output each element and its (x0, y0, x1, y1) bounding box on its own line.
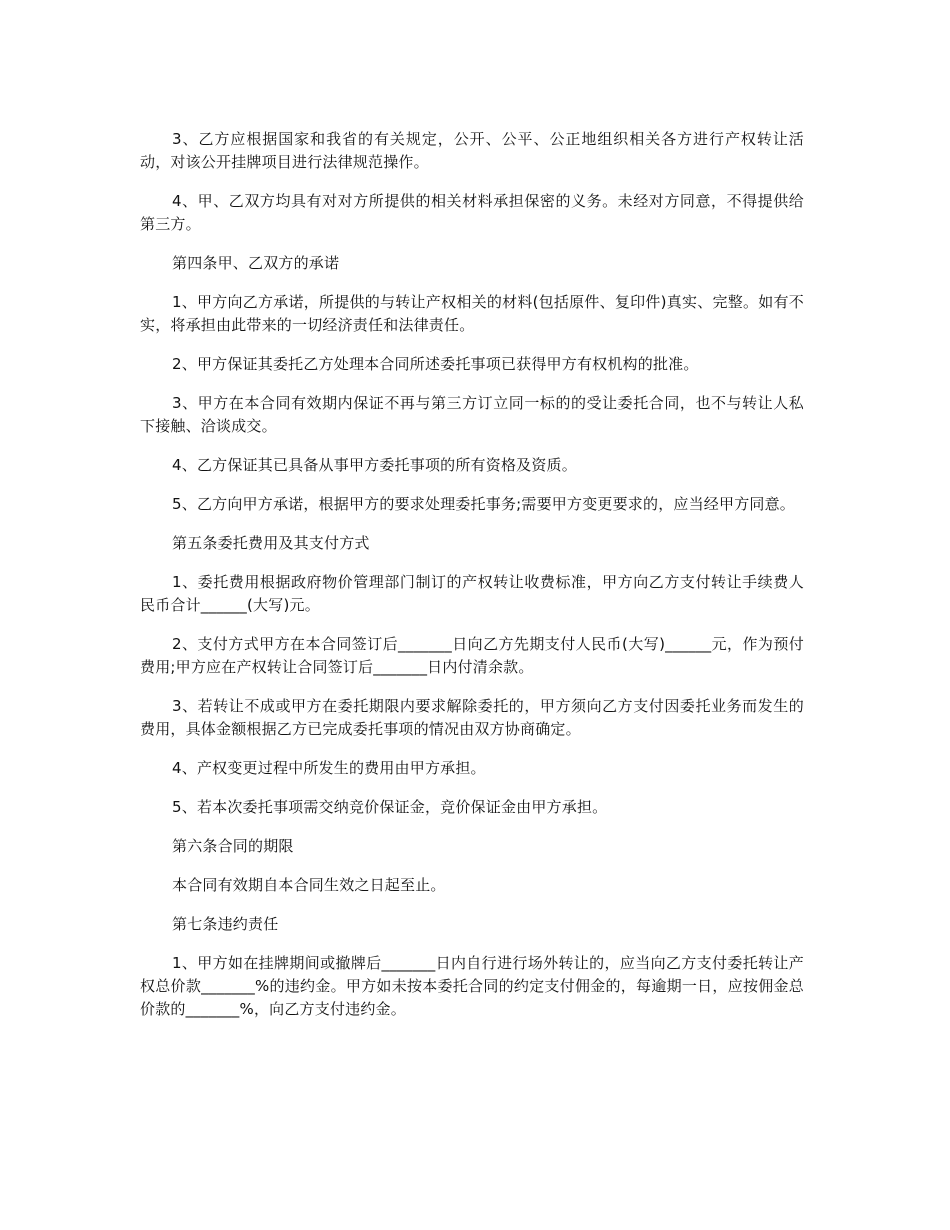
clause-4-paragraph: 4、甲、乙双方均具有对对方所提供的相关材料承担保密的义务。未经对方同意，不得提供给第三方。 (140, 192, 804, 233)
article-5-item-2: 2、支付方式甲方在本合同签订后_______日向乙方先期支付人民币(大写)______元，作为预付费用;甲方应在产权转让合同签订后_______日内付清余款。 (140, 635, 804, 676)
clause-3-paragraph: 3、乙方应根据国家和我省的有关规定，公开、公平、公正地组织相关各方进行产权转让活动，对该公开挂牌项目进行法律规范操作。 (140, 130, 804, 171)
article-7-item-1: 1、甲方如在挂牌期间或撤牌后_______日内自行进行场外转让的，应当向乙方支付委托转让产权总价款_______%的违约金。甲方如未按本委托合同的约定支付佣金的，每逾期一日，应按佣金总价款的_______%，向乙方支付违约金。 (140, 954, 804, 1018)
article-5-item-4: 4、产权变更过程中所发生的费用由甲方承担。 (172, 759, 486, 777)
article-5-item-5: 5、若本次委托事项需交纳竞价保证金，竞价保证金由甲方承担。 (172, 798, 608, 816)
article-4-item-1: 1、甲方向乙方承诺，所提供的与转让产权相关的材料(包括原件、复印件)真实、完整。如有不实，将承担由此带来的一切经济责任和法律责任。 (140, 293, 804, 334)
article-4-item-3: 3、甲方在本合同有效期内保证不再与第三方订立同一标的的受让委托合同，也不与转让人私下接触、洽谈成交。 (140, 394, 804, 435)
article-7-heading: 第七条违约责任 (172, 915, 279, 933)
article-4-item-2: 2、甲方保证其委托乙方处理本合同所述委托事项已获得甲方有权机构的批准。 (172, 355, 699, 373)
article-6-heading: 第六条合同的期限 (172, 837, 294, 855)
article-4-heading: 第四条甲、乙双方的承诺 (172, 254, 340, 272)
article-4-item-4: 4、乙方保证其已具备从事甲方委托事项的所有资格及资质。 (172, 456, 577, 474)
document-body (140, 128, 804, 1037)
article-5-item-1: 1、委托费用根据政府物价管理部门制订的产权转让收费标准，甲方向乙方支付转让手续费人民币合计______(大写)元。 (140, 573, 804, 614)
article-5-item-3: 3、若转让不成或甲方在委托期限内要求解除委托的，甲方须向乙方支付因委托业务而发生的费用，具体金额根据乙方已完成委托事项的情况由双方协商确定。 (140, 697, 804, 738)
article-4-item-5: 5、乙方向甲方承诺，根据甲方的要求处理委托事务;需要甲方变更要求的，应当经甲方同意。 (172, 495, 796, 513)
article-5-heading: 第五条委托费用及其支付方式 (172, 534, 370, 552)
article-6-paragraph: 本合同有效期自本合同生效之日起至止。 (172, 876, 446, 894)
